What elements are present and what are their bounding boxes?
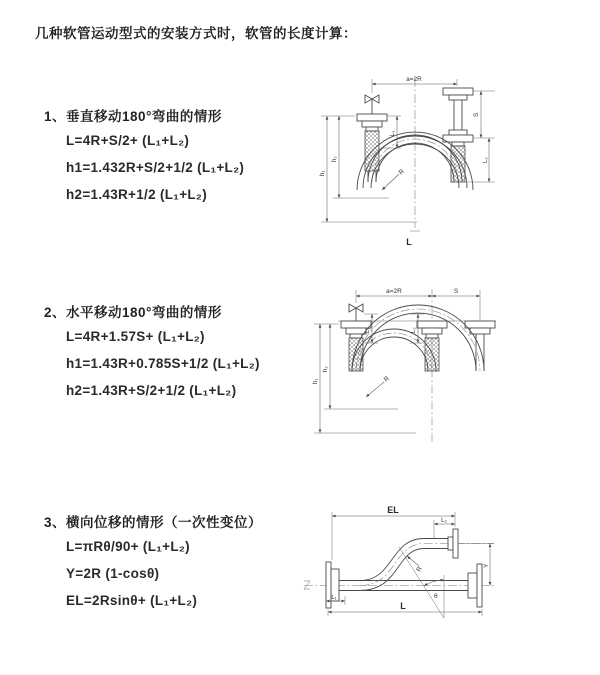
formula-line: L=4R+1.57S+ (L₁+L₂) <box>66 329 205 344</box>
flange <box>417 321 447 338</box>
diagram-horizontal-180-bend <box>298 281 598 471</box>
dim-label-l: L <box>400 601 406 611</box>
diagram-lateral-displacement <box>298 500 598 665</box>
dim-label-l: L <box>406 237 412 247</box>
section-2-heading: 2、水平移动180°弯曲的情形 <box>44 305 222 320</box>
radius-label-r: R <box>415 565 424 573</box>
dim-label-l2: L₂ <box>411 327 417 333</box>
valve-symbol <box>365 95 379 114</box>
flange <box>443 88 473 100</box>
centerline-break-mark <box>304 581 310 589</box>
formula-line: L=πRθ/90+ (L₁+L₂) <box>66 539 190 554</box>
section-1-heading: 1、垂直移动180°弯曲的情形 <box>44 109 222 124</box>
page-title: 几种软管运动型式的安装方式时，软管的长度计算： <box>35 26 357 41</box>
dim-label-l1: L₁ <box>331 595 337 601</box>
dim-label-s: S <box>453 288 459 295</box>
dim-label-h2: h₂ <box>332 156 338 162</box>
braided-hose-section <box>425 338 439 371</box>
angle-theta-construction <box>399 547 444 618</box>
dim-label-a2r: a=2R <box>386 288 402 295</box>
section-3-heading: 3、横向位移的情形（一次性变位） <box>44 515 263 530</box>
valve-symbol <box>349 304 363 321</box>
flange <box>465 321 495 334</box>
angle-label-theta: θ <box>434 593 438 600</box>
radius-label-r: R <box>397 168 406 177</box>
formula-line: EL=2Rsinθ+ (L₁+L₂) <box>66 593 198 608</box>
flange <box>357 114 387 131</box>
dim-label-s: S <box>473 112 480 117</box>
formula-line: h1=1.43R+0.785S+1/2 (L₁+L₂) <box>66 356 260 371</box>
dim-label-el: EL <box>387 505 399 515</box>
diagram-vertical-180-bend <box>305 70 595 266</box>
dim-label-h1: h₁ <box>320 170 326 176</box>
dim-label-l2: L₂ <box>483 157 489 163</box>
dim-label-l2: L₂ <box>441 518 447 524</box>
formula-line: L=4R+S/2+ (L₁+L₂) <box>66 133 190 148</box>
dim-label-y: Y <box>483 563 490 568</box>
radius-label-r: R <box>382 375 391 384</box>
formula-line: h2=1.43R+S/2+1/2 (L₁+L₂) <box>66 383 237 398</box>
flange <box>448 529 458 558</box>
dim-label-h1: h₁ <box>313 378 319 384</box>
formula-line: h1=1.432R+S/2+1/2 (L₁+L₂) <box>66 160 245 175</box>
dim-label-a2r: a=2R <box>406 76 422 83</box>
dim-label-h2: h₂ <box>323 366 329 372</box>
formula-line: Y=2R (1-cosθ) <box>66 566 160 581</box>
formula-line: h2=1.43R+1/2 (L₁+L₂) <box>66 187 208 202</box>
dim-label-l1: L₁ <box>365 327 371 333</box>
flange <box>468 564 482 607</box>
flange <box>443 130 473 146</box>
dim-label-l1: L₁ <box>390 130 396 136</box>
